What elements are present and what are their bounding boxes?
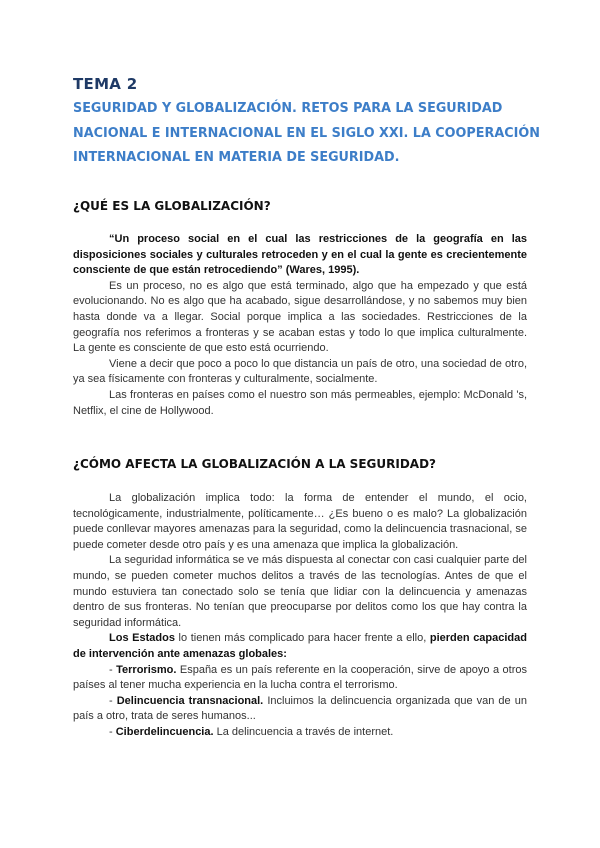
list-item-text: Incluimos la delincuencia organizada que van de un país a otro, trata de seres humanos... xyxy=(73,694,527,723)
quote-source: (Wares, 1995). xyxy=(282,264,360,277)
list-dash: - xyxy=(109,725,116,738)
states-paragraph xyxy=(73,631,527,662)
paragraph: Viene a decir que poco a poco lo que distancia un país de otro, una sociedad de otro, ya sea físicamente con fronteras y culturalmente, socialmente. xyxy=(73,357,527,386)
paragraph: Las fronteras en países como el nuestro son más permeables, ejemplo: McDonald 's, Netflix, el cine de Hollywood. xyxy=(73,388,527,417)
paragraph: La seguridad informática se ve más dispuesta al conectar con casi cualquier parte del mundo, se pueden cometer muchos delitos a través de las tecnologías. Antes de que el mundo estuviera tan conectado solo se tenía que lidiar con la delincuencia y amenazas dentro de sus fronteras. No tenían que preocuparse por delitos como los que hay contra la seguridad informática. xyxy=(73,554,527,629)
list-dash: - xyxy=(109,663,117,676)
definition-quote xyxy=(73,232,527,279)
list-item xyxy=(73,663,527,694)
chapter-title-line: NACIONAL E INTERNACIONAL EN EL SIGLO XXI. LA COOPERACIÓN xyxy=(73,124,540,141)
list-dash: - xyxy=(109,694,117,707)
paragraph: Es un proceso, no es algo que está terminado, algo que ha empezado y que está evolucionando. No es algo que ha acabado, sigue desarrollándose, y no sabemos muy bien hasta donde va a llegar. Social porque implica a las sociedades. Restricciones de la geografía nos referimos a fronteras y se acaban estas y todo lo que implica culturalmente. La gente es consciente de que esto está ocurriendo. xyxy=(73,279,527,355)
section-what-body xyxy=(73,232,527,419)
quote-text: “Un proceso social en el cual las restricciones de la geografía en las disposiciones sociales y culturales retroceden y en el cual la gente es crecientemente consciente de que están retrocediendo” xyxy=(73,233,527,277)
list-item xyxy=(73,725,527,741)
list-item xyxy=(73,694,527,725)
section-heading-what: ¿QUÉ ES LA GLOBALIZACIÓN? xyxy=(73,199,271,213)
list-item-label: Terrorismo. xyxy=(116,663,177,676)
chapter-title xyxy=(73,96,540,170)
states-text: lo tienen más complicado para hacer frente a ello, xyxy=(174,632,430,645)
chapter-label: TEMA 2 xyxy=(73,75,138,93)
chapter-title-line: SEGURIDAD Y GLOBALIZACIÓN. RETOS PARA LA SEGURIDAD xyxy=(73,100,503,116)
list-item-label: Delincuencia transnacional. xyxy=(116,694,264,707)
list-item-text: La delincuencia a través de internet. xyxy=(213,725,394,738)
section-security-body xyxy=(73,491,527,741)
paragraph: La globalización implica todo: la forma de entender el mundo, el ocio, tecnológicamente, industrialmente, políticamente… ¿Es bueno o es malo? La globalización puede conllevar mayores amenazas para la seguridad, como la delincuencia trasnacional, se puede cometer desde otro país y es una amenaza que implica la globalización. xyxy=(73,492,527,551)
section-heading-security: ¿CÓMO AFECTA LA GLOBALIZACIÓN A LA SEGURIDAD? xyxy=(73,457,436,471)
chapter-title-line: INTERNACIONAL EN MATERIA DE SEGURIDAD. xyxy=(73,149,400,165)
list-item-label: Ciberdelincuencia. xyxy=(115,725,214,738)
states-bold-conclusion: pierden capacidad de intervención ante amenazas globales: xyxy=(73,632,527,660)
list-item-text: España es un país referente en la cooperación, sirve de apoyo a otros países al tener mucha experiencia en la lucha contra el terrorismo. xyxy=(73,663,527,692)
states-bold-label: Los Estados xyxy=(109,632,175,645)
